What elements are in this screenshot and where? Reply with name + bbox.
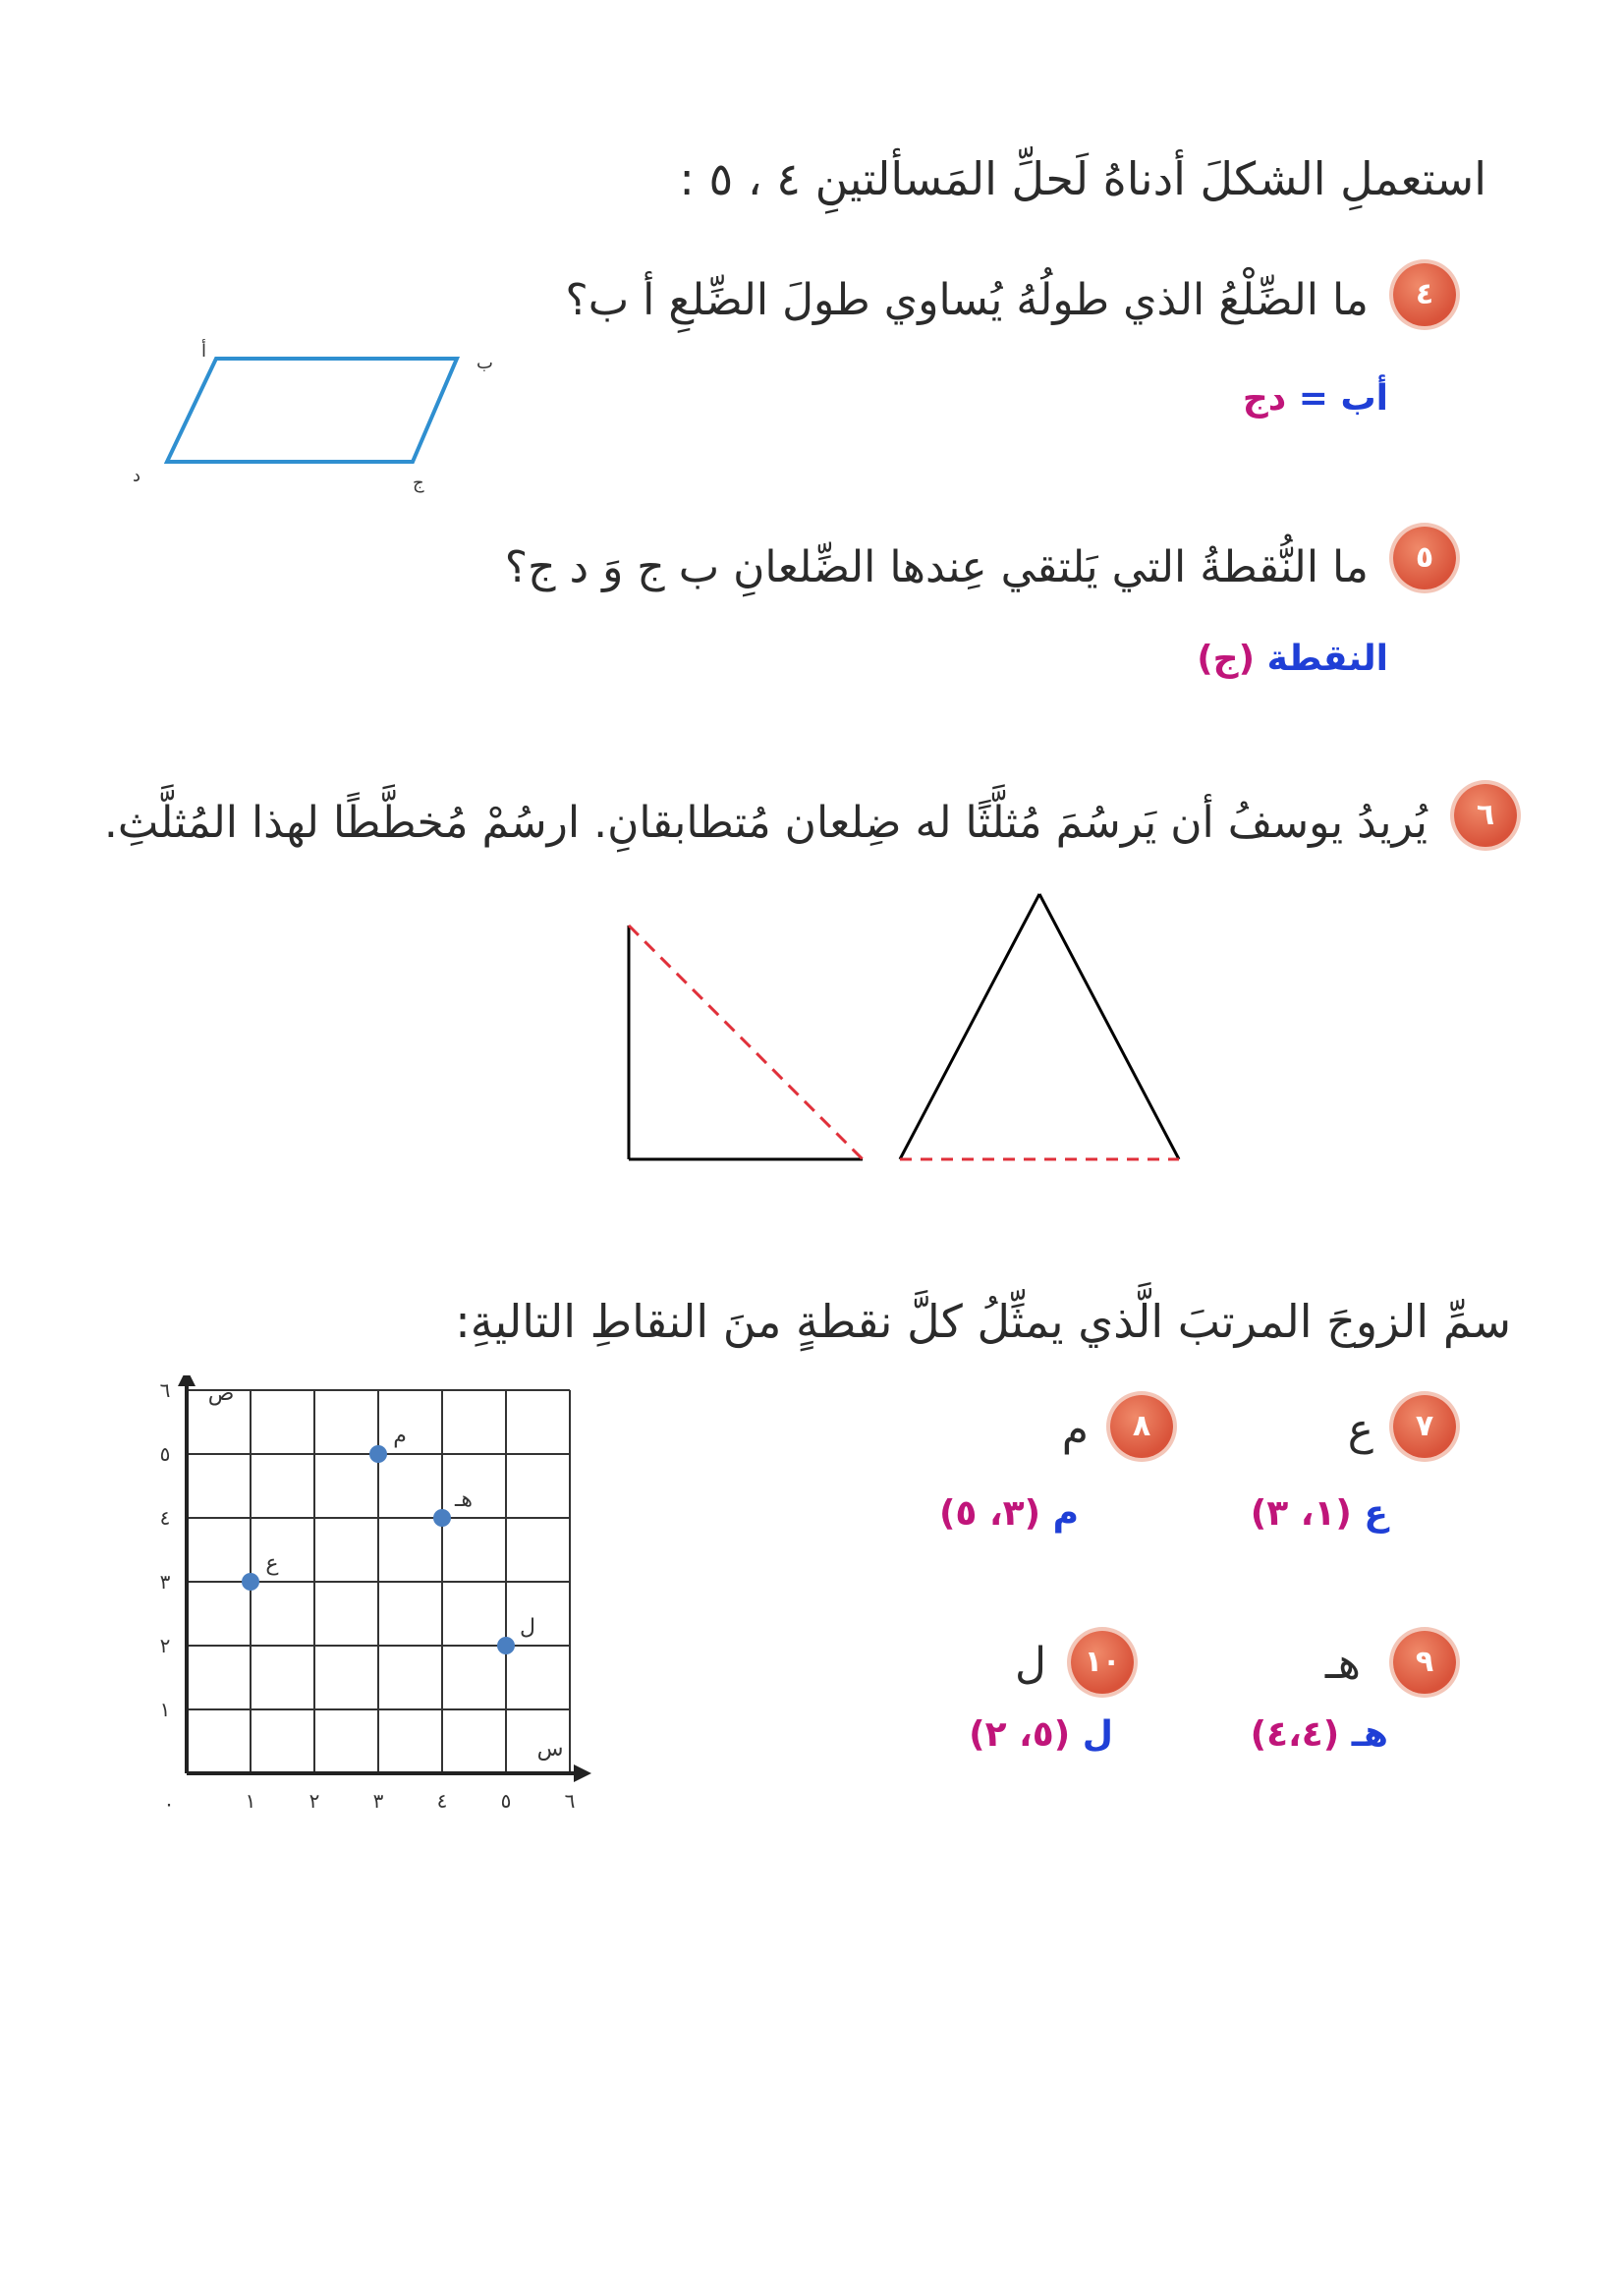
question-8-answer — [939, 1493, 1079, 1534]
question-8-point: م — [1061, 1405, 1089, 1455]
answer-8-name: م — [1052, 1493, 1079, 1534]
y-tick-label: ٤ — [159, 1506, 171, 1530]
answer-9-name: هـ — [1351, 1714, 1388, 1755]
parallelogram-figure — [128, 339, 521, 496]
x-tick-label: ٣ — [372, 1789, 384, 1813]
question-9-badge: ٩ — [1393, 1631, 1456, 1694]
point-هـ — [433, 1509, 451, 1527]
answer-9-pair: (٤،٤) — [1250, 1714, 1340, 1755]
point-ع — [242, 1573, 259, 1591]
y-tick-label: ١ — [159, 1698, 171, 1721]
point-label: ل — [520, 1615, 535, 1640]
question-5-text: ما النُّقطةُ التي يَلتقي عِندها الضِّلعانِ ب ج وَ د ج؟ — [504, 542, 1369, 592]
answer-10-pair: (٥، ٢) — [969, 1714, 1071, 1755]
point-label: هـ — [454, 1487, 474, 1512]
y-tick-label: ٦ — [159, 1378, 171, 1402]
answer-5-right: (ج) — [1197, 639, 1256, 679]
point-label: ع — [265, 1551, 279, 1576]
answer-10-name: ل — [1082, 1714, 1113, 1755]
section1-heading: استعملِ الشكلَ أدناهُ لَحلِّ المَسألتينِ ٤ ، ٥ : — [679, 152, 1486, 205]
x-tick-label: ١ — [245, 1789, 256, 1813]
parallelogram-label-a: أ — [201, 341, 207, 362]
question-6-text: يُريدُ يوسفُ أن يَرسُمَ مُثلَّثًا له ضِلعان مُتطابقانِ. ارسُمْ مُخطَّطًا لهذا المُثلَّثِ. — [103, 798, 1428, 848]
parallelogram-label-d: د — [133, 466, 141, 486]
parallelogram-label-b: ب — [476, 353, 493, 373]
question-10-badge: ١٠ — [1071, 1631, 1134, 1694]
answer-4-right: دج — [1242, 378, 1287, 419]
question-7-badge: ٧ — [1393, 1395, 1456, 1458]
answer-7-pair: (١، ٣) — [1250, 1493, 1352, 1534]
question-7-answer — [1251, 1493, 1388, 1534]
x-axis-arrow-icon — [574, 1764, 591, 1782]
x-tick-label: ٥ — [500, 1789, 512, 1813]
y-tick-label: ٣ — [159, 1570, 171, 1594]
section3-heading: سمِّ الزوجَ المرتبَ الَّذي يمثِّلُ كلَّ نقطةٍ منَ النقاطِ التاليةِ: — [455, 1295, 1511, 1348]
point-م — [369, 1445, 387, 1463]
question-5-answer — [1197, 639, 1388, 679]
question-10-point: ل — [1015, 1639, 1046, 1689]
question-7-point: ع — [1347, 1405, 1373, 1455]
right-triangle — [629, 925, 863, 1159]
x-tick-label: ٦ — [564, 1789, 576, 1813]
answer-4-left: أب = — [1298, 378, 1388, 419]
question-5-badge: ٥ — [1393, 527, 1456, 589]
question-8-badge: ٨ — [1110, 1395, 1173, 1458]
origin-label: ٠ — [163, 1792, 175, 1816]
question-4-badge: ٤ — [1393, 263, 1456, 326]
y-axis-label: ص — [207, 1381, 235, 1406]
y-tick-label: ٢ — [159, 1634, 171, 1657]
y-tick-label: ٥ — [159, 1442, 171, 1466]
question-6-badge: ٦ — [1454, 784, 1517, 847]
answer-5-left: النقطة — [1266, 639, 1388, 679]
question-9-point: هـ — [1324, 1639, 1361, 1689]
parallelogram-label-c: ج — [413, 473, 424, 493]
x-tick-label: ٤ — [436, 1789, 448, 1813]
point-label: م — [393, 1424, 407, 1448]
question-4-answer — [1243, 378, 1388, 419]
question-4-text: ما الضِّلْعُ الذي طولُهُ يُساوي طولَ الضِّلعِ أ ب؟ — [565, 275, 1369, 325]
isosceles-triangle — [900, 894, 1179, 1159]
question-10-answer — [969, 1714, 1113, 1755]
question-9-answer — [1251, 1714, 1388, 1755]
answer-7-name: ع — [1364, 1493, 1388, 1534]
parallelogram-shape — [167, 359, 457, 462]
answer-8-pair: (٣، ٥) — [938, 1493, 1041, 1534]
triangle-drawings — [609, 884, 1199, 1179]
x-axis-label: س — [536, 1737, 564, 1762]
x-tick-label: ٢ — [308, 1789, 320, 1813]
coordinate-grid — [147, 1375, 599, 1827]
point-ل — [497, 1637, 515, 1654]
y-axis-arrow-icon — [178, 1375, 196, 1386]
